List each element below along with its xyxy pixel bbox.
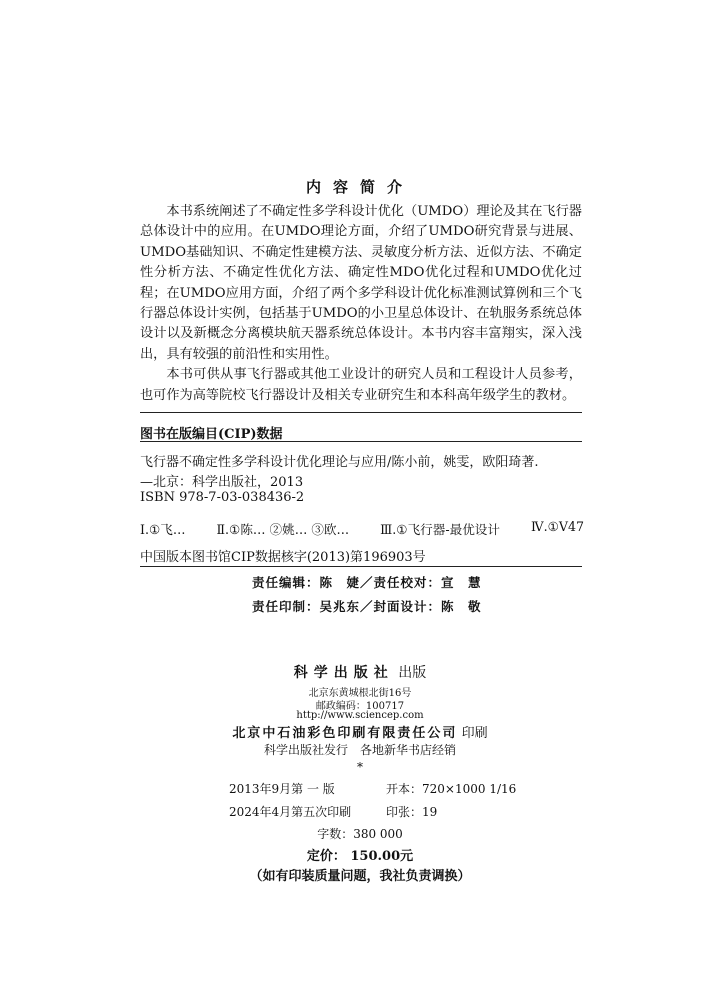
edition-row-2	[229, 803, 438, 820]
publisher-address: 北京东黄城根北街16号	[308, 688, 412, 699]
distribution-line: 科学出版社发行 各地新华书店经销	[263, 743, 456, 757]
cip-title-line: 飞行器不确定性多学科设计优化理论与应用/陈小前，姚雯，欧阳琦著.	[140, 455, 539, 470]
divider-cip-heading	[140, 441, 582, 442]
price-value: 150.00元	[350, 849, 414, 864]
classification-item: Ⅱ.①陈… ②姚… ③欧…	[216, 522, 350, 537]
print-sheets: 印张：19	[386, 805, 438, 819]
summary-body	[140, 202, 582, 406]
publisher-logo: 科学出版社	[293, 665, 394, 681]
publisher-suffix: 出版	[398, 665, 427, 681]
cip-classification	[140, 519, 584, 538]
publisher-website: http://www.sciencep.com	[296, 710, 424, 721]
printer-suffix: 印刷	[461, 726, 488, 741]
quality-notice: （如有印装质量问题，我社负责调换）	[249, 869, 471, 884]
divider-top	[140, 412, 582, 413]
printer-logo: 北京中石油彩色印刷有限责任公司	[232, 726, 458, 741]
separator-star: *	[357, 760, 363, 774]
printer-line	[0, 722, 720, 741]
price-line	[0, 845, 720, 864]
cip-publisher-line: —北京：科学出版社，2013	[140, 475, 304, 490]
staff-editors: 责任编辑：陈 婕／责任校对：宣 慧	[252, 575, 482, 590]
edition-date: 2013年9月第 一 版	[229, 782, 335, 796]
cip-isbn: ISBN 978-7-03-038436-2	[140, 490, 305, 505]
classification-item: Ⅲ.①飞行器-最优设计	[380, 522, 500, 537]
divider-bottom	[140, 566, 582, 567]
price-label: 定价：	[306, 849, 346, 864]
publisher-line	[0, 662, 720, 682]
printing-date: 2024年4月第五次印刷	[229, 805, 352, 819]
summary-paragraph-2: 本书可供从事飞行器或其他工业设计的研究人员和工程设计人员参考，也可作为高等院校飞行器设计及相关专业研究生和本科高年级学生的教材。	[140, 367, 582, 403]
classification-item: Ⅰ.①飞…	[140, 522, 186, 537]
book-format: 开本：720×1000 1/16	[386, 782, 517, 796]
publisher-postcode: 邮政编码：100717	[315, 701, 405, 712]
word-count: 字数：380 000	[317, 827, 403, 841]
staff-production: 责任印制：吴兆东／封面设计：陈 敬	[252, 599, 482, 614]
cip-verify-number: 中国版本图书馆CIP数据核字(2013)第196903号	[140, 550, 426, 565]
edition-row-1	[229, 780, 517, 797]
summary-title: 内容简介	[305, 178, 414, 196]
summary-paragraph-1: 本书系统阐述了不确定性多学科设计优化（UMDO）理论及其在飞行器总体设计中的应用。在UMDO理论方面，介绍了UMDO研究背景与进展、UMDO基础知识、不确定性建模方法、灵敏度分析方法、近似方法、不确定性分析方法、不确定性优化方法、确定性MDO优化过程和UMDO优化过程；在UMDO应用方面，介绍了两个多学科设计优化标准测试算例和三个飞行器总体设计实例，包括基于UMDO的小卫星总体设计、在轨服务系统总体设计以及新概念分离模块航天器系统总体设计。本书内容丰富翔实，深入浅出，具有较强的前沿性和实用性。	[140, 204, 582, 362]
classification-item: Ⅳ.①V47	[531, 519, 584, 534]
cip-heading: 图书在版编目(CIP)数据	[140, 427, 283, 442]
